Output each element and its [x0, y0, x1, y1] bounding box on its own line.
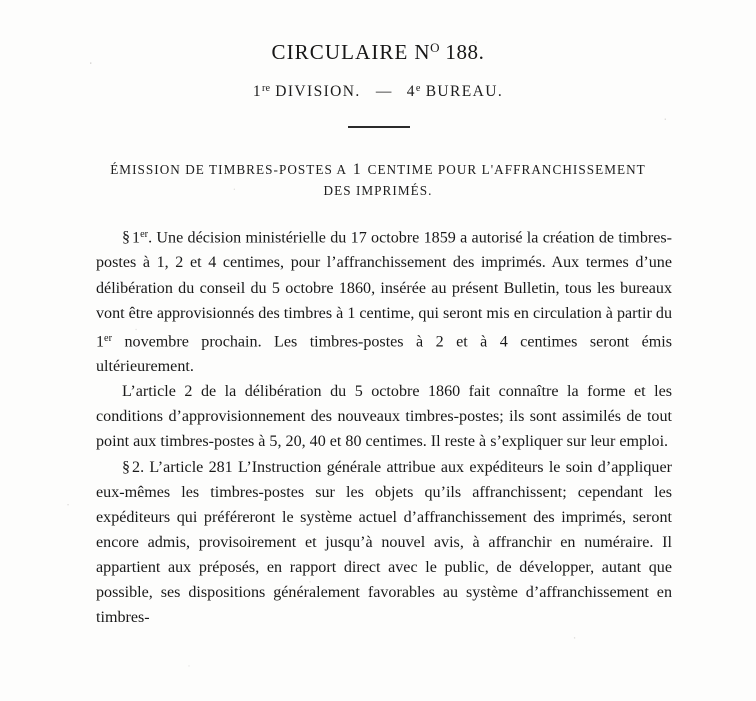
bureau-number: 4 — [406, 83, 416, 101]
subject-heading-line-2: DES IMPRIMÉS. — [323, 183, 433, 198]
paragraph-1-text-tail: novembre prochain. Les timbres-postes à 2 et à 4 centimes seront émis ultérieurement. — [96, 333, 672, 376]
division-word: DIVISION. — [275, 83, 361, 101]
section-number-1: 1 — [132, 229, 141, 247]
horizontal-rule-divider — [348, 126, 410, 128]
section-symbol-1: § — [122, 229, 131, 247]
section-number-2: 2. — [132, 458, 145, 476]
paragraph-1-text: Une décision ministérielle du 17 octobre 1859 a autorisé la création de timbres-postes à 1, 2 et 4 centimes, pour l’affranchissement des imprimés. Aux termes d’une délibération du conseil du 5 octobre 1860, insérée au présent Bulletin, tous les bureaux vont être approvisionnés des timbres à 1 centime, qui seront mis en circulation à partir du 1 — [96, 229, 672, 351]
subject-heading-part-1: ÉMISSION DE TIMBRES-POSTES A — [110, 162, 347, 177]
article-label: L’article — [149, 458, 204, 476]
page-title — [0, 40, 756, 65]
bureau-number-sup: e — [415, 83, 421, 94]
division-number-sup: re — [262, 83, 270, 94]
bureau-word: BUREAU. — [425, 83, 504, 101]
title-number-group — [408, 40, 484, 64]
paragraph-1-ordinal-sup: er — [104, 332, 113, 344]
number-abbrev-sup: O — [430, 40, 440, 55]
paragraph-3 — [96, 455, 672, 631]
document-body — [96, 222, 672, 630]
title-prefix: CIRCULAIRE — [271, 40, 409, 65]
subject-heading-amount: 1 — [352, 161, 362, 178]
subject-heading-part-2: CENTIME POUR L'AFFRANCHISSEMENT — [367, 162, 646, 177]
article-number: 281 — [208, 458, 233, 476]
number-abbrev: N — [414, 40, 431, 65]
paragraph-3-text: L’Instruction générale attribue aux expéditeurs le soin d’appliquer eux-mêmes les timbres-postes sur les objets qu’ils affranchissent; cependant les expéditeurs qui préféreront le système actuel d’affranchissement des imprimés, seront encore admis, provisoirement et jusqu’à nouvel avis, à affranchir en numéraire. Il appartient aux préposés, en rapport direct avec le public, de développer, autant que possible, ses dispositions généralement favorables au système d’affranchissement en timbres- — [96, 458, 672, 627]
section-number-1-tail: . — [148, 229, 153, 247]
separator-dash: — — [375, 83, 392, 101]
paragraph-1 — [96, 222, 672, 379]
section-number-1-sup: er — [140, 229, 149, 240]
paragraph-2: L’article 2 de la délibération du 5 octobre 1860 fait connaître la forme et les conditions d’approvisionnement des nouveaux timbres-postes; ils sont assimilés de tout point aux timbres-postes à 5, 20, 40 et 80 centimes. Il reste à s’expliquer sur leur emploi. — [96, 383, 672, 451]
subject-heading-line-1 — [0, 161, 756, 179]
section-symbol-2: § — [122, 458, 131, 476]
division-number: 1 — [252, 83, 263, 101]
title-number: 188. — [445, 40, 485, 65]
division-bureau-line — [0, 83, 756, 101]
